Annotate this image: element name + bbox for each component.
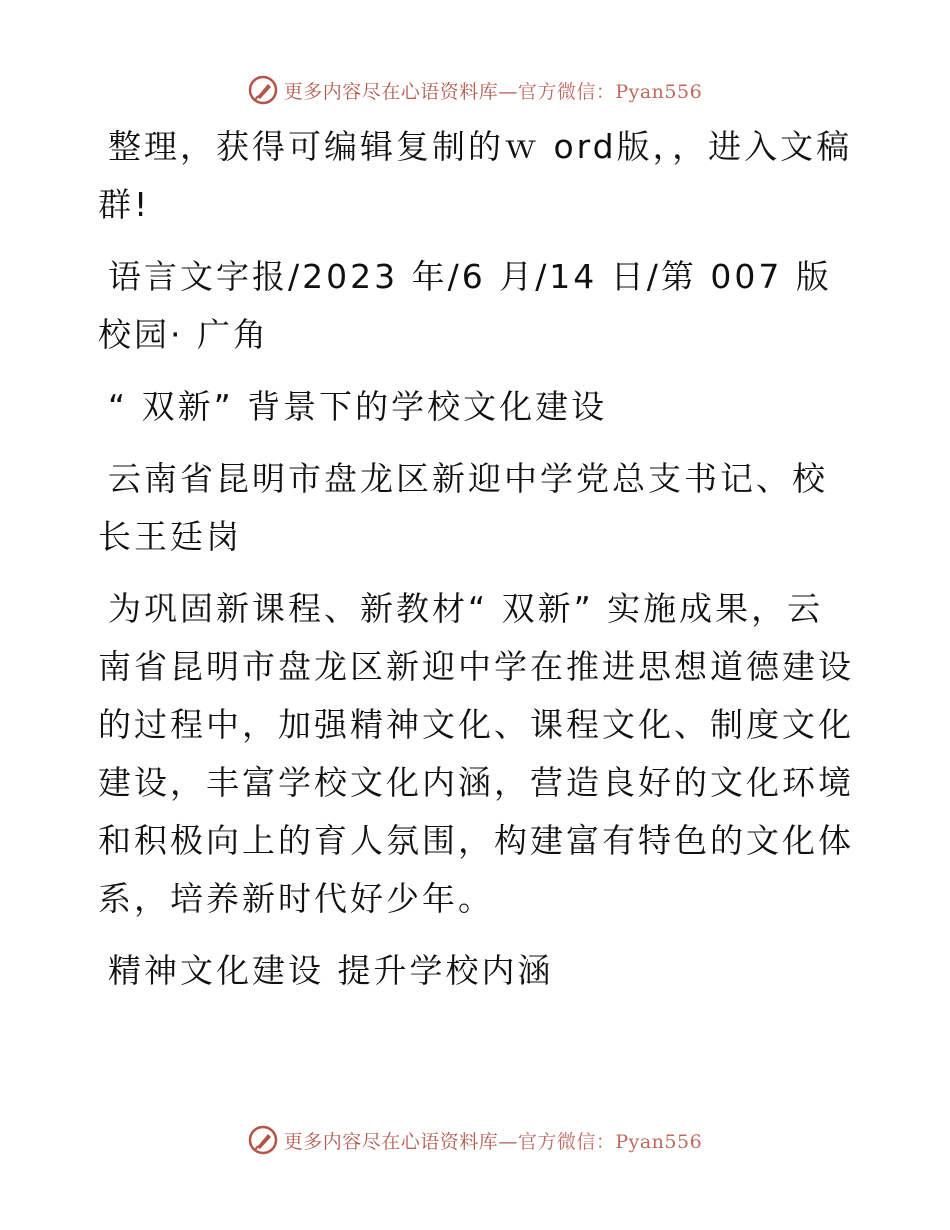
author-line: 云南省昆明市盘龙区新迎中学党总支书记、校长王廷岗 <box>98 459 828 556</box>
document-body <box>98 118 858 1014</box>
quill-pen-logo-icon <box>248 75 278 105</box>
quill-pen-logo-icon <box>248 1125 278 1155</box>
source-line: 语言文字报/2023 年/6 月/14 日/第 007 版校园· 广角 <box>98 257 832 354</box>
footer-watermark <box>0 1120 950 1160</box>
body-paragraph: 为巩固新课程、新教材“ 双新” 实施成果，云南省昆明市盘龙区新迎中学在推进思想道德建设的过程中，加强精神文化、课程文化、制度文化建设，丰富学校文化内涵，营造良好的文化环境和积极向上的育人氛围，构建富有特色的文化体系，培养新时代好少年。 <box>98 589 854 918</box>
watermark-text: 更多内容尽在心语资料库—官方微信：Pyan556 <box>283 1130 703 1153</box>
intro-paragraph: 整理，获得可编辑复制的ｗ ord版，，进入文稿群! <box>98 127 853 224</box>
section-heading: 精神文化建设 提升学校内涵 <box>108 951 554 990</box>
article-title: “ 双新” 背景下的学校文化建设 <box>108 387 608 426</box>
watermark-text: 更多内容尽在心语资料库—官方微信：Pyan556 <box>283 80 703 103</box>
header-watermark <box>0 70 950 110</box>
